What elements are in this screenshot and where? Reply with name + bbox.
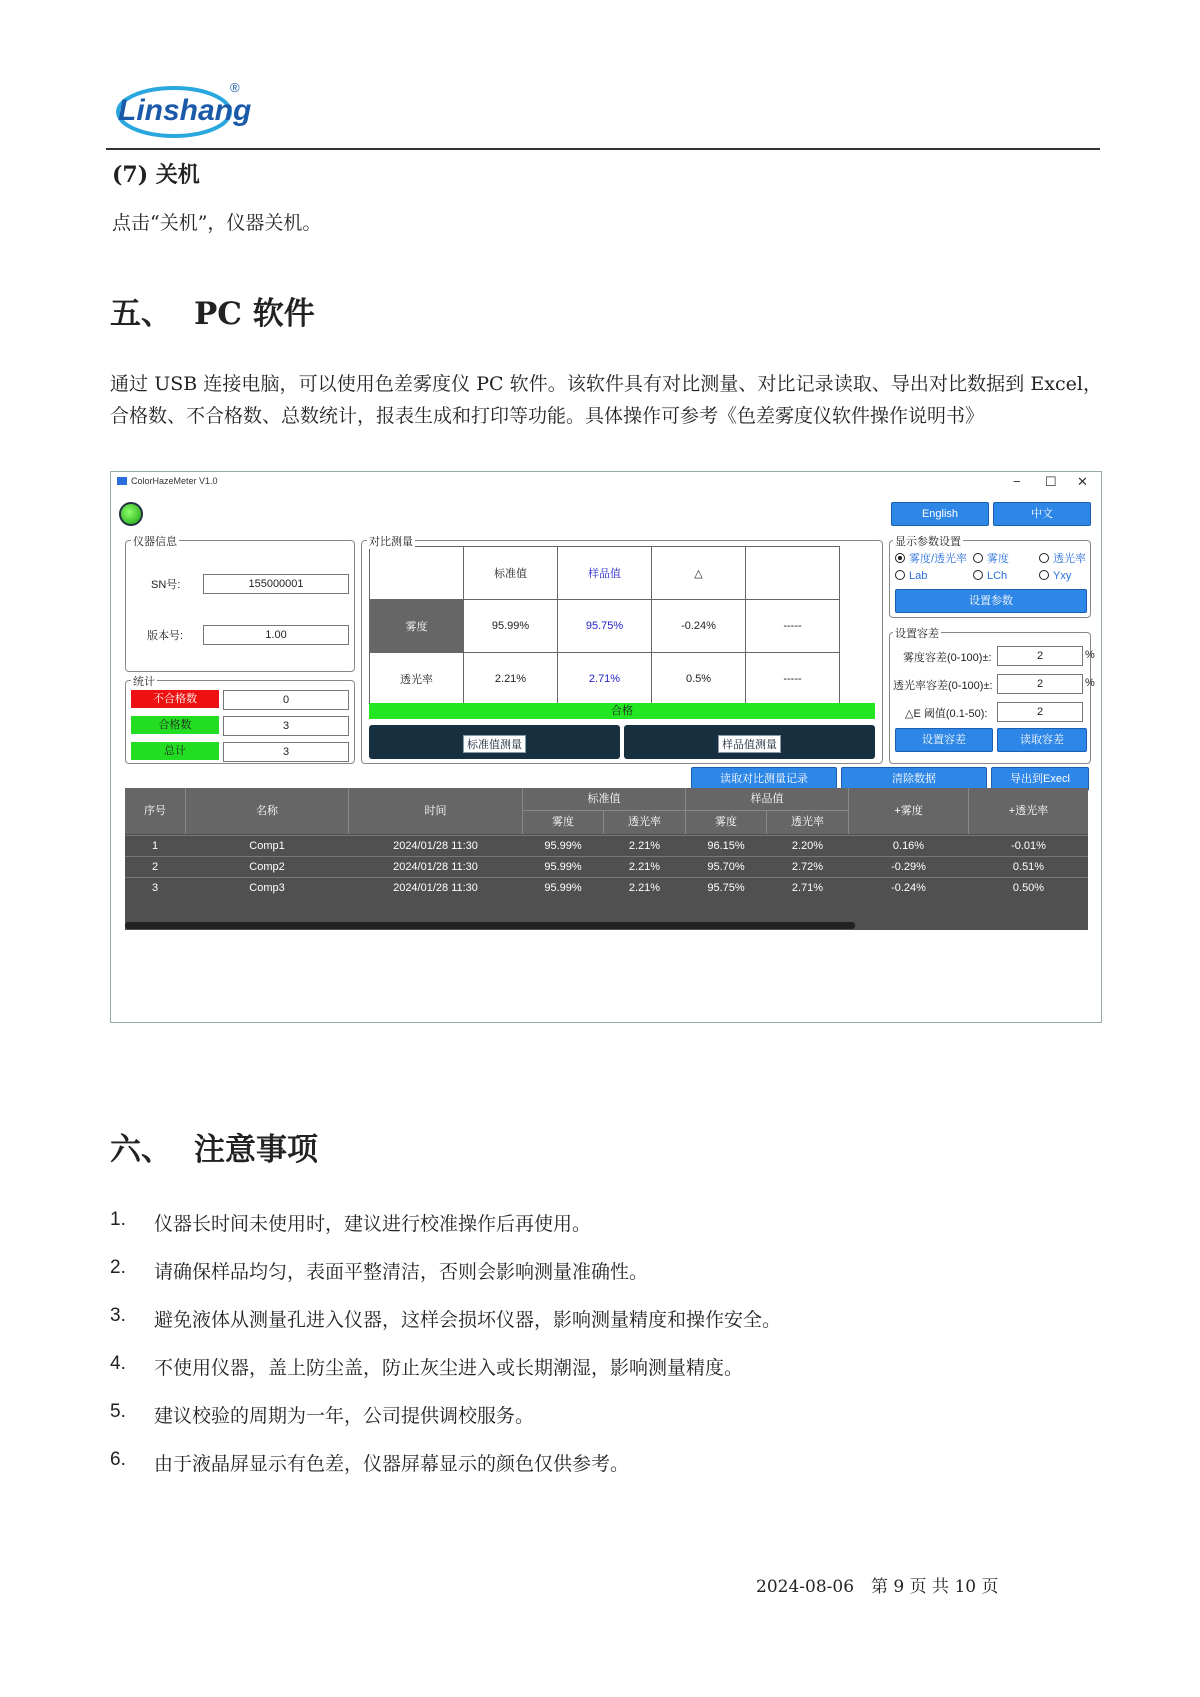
compare-header: 标准值	[464, 547, 558, 600]
cell-name: Comp2	[249, 861, 285, 873]
cell-no: 1	[151, 840, 159, 852]
compare-row-name: 雾度	[370, 600, 464, 653]
col-sample-haze[interactable]: 雾度	[686, 811, 767, 834]
cell-sample-trans: 2.72%	[791, 861, 824, 873]
haze-tol-label: 雾度容差(0-100)±:	[903, 652, 992, 664]
svg-text:Linshang: Linshang	[118, 94, 252, 127]
section-heading-notes	[110, 1124, 318, 1169]
total-count-label: 总计	[131, 742, 219, 760]
cell-std-trans: 2.21%	[628, 840, 661, 852]
set-params-button[interactable]: 设置参数	[895, 589, 1087, 613]
cell-sample-trans: 2.71%	[791, 882, 824, 894]
compare-header: △	[652, 547, 746, 600]
sample-measure-label: 样品值测量	[718, 735, 781, 753]
sn-label: SN号:	[151, 579, 181, 591]
col-std-trans[interactable]: 透光率	[604, 811, 686, 834]
clear-data-button[interactable]: 清除数据	[841, 767, 987, 791]
radio-haze-trans[interactable]: 雾度/透光率	[895, 550, 967, 566]
cell-delta-haze: -0.24%	[891, 882, 926, 894]
app-icon	[117, 477, 127, 485]
software-screenshot	[110, 471, 1102, 1023]
status-led-icon	[119, 502, 143, 526]
col-delta-trans[interactable]: +透光率	[969, 788, 1088, 834]
pc-software-paragraph: 通过 USB 连接电脑，可以使用色差雾度仪 PC 软件。该软件具有对比测量、对比记录读取、导出对比数据到 Excel，合格数、不合格数、总数统计，报表生成和打印等功能。具体操作可参考《色差雾度仪软件操作说明书》	[110, 373, 1102, 427]
col-name[interactable]: 名称	[186, 788, 349, 834]
display-settings-label: 显示参数设置	[893, 533, 963, 549]
col-std-haze[interactable]: 雾度	[523, 811, 604, 834]
de-threshold-label: △E 阈值(0.1-50):	[905, 708, 988, 720]
shutdown-text: 点击“关机”，仪器关机。	[112, 212, 322, 234]
compare-delta-value: 0.5%	[652, 653, 746, 706]
compare-delta-value: -0.24%	[652, 600, 746, 653]
horizontal-scrollbar[interactable]	[125, 922, 855, 929]
cell-name: Comp3	[249, 882, 285, 894]
compare-std-value: 95.99%	[464, 600, 558, 653]
col-group-sample: 样品值	[686, 788, 849, 811]
section-title: PC 软件	[194, 296, 315, 332]
cell-sample-haze: 95.70%	[707, 861, 745, 873]
read-tolerance-button[interactable]: 读取容差	[997, 728, 1087, 752]
col-delta-haze[interactable]: +雾度	[849, 788, 969, 834]
cell-std-haze: 95.99%	[544, 861, 582, 873]
compare-sample-value: 95.75%	[558, 600, 652, 653]
fail-count-field: 0	[223, 690, 349, 710]
fail-count-label: 不合格数	[131, 690, 219, 708]
table-row[interactable]	[125, 877, 1088, 898]
standard-measure-label: 标准值测量	[463, 735, 526, 753]
version-label: 版本号:	[147, 630, 184, 642]
list-item: 3. 避免液体从测量孔进入仪器，这样会损坏仪器，影响测量精度和操作安全。	[110, 1305, 782, 1331]
device-info-label: 仪器信息	[131, 533, 179, 549]
cell-std-trans: 2.21%	[628, 861, 661, 873]
version-field[interactable]: 1.00	[203, 625, 349, 645]
radio-lch[interactable]: LCh	[973, 570, 1007, 582]
compare-label: 对比测量	[367, 533, 415, 549]
standard-measure-button[interactable]	[369, 725, 620, 759]
window-title: ColorHazeMeter V1.0	[131, 476, 218, 486]
sn-field[interactable]: 155000001	[203, 574, 349, 594]
list-item: 2. 请确保样品均匀，表面平整清洁，否则会影响测量准确性。	[110, 1257, 649, 1283]
compare-header	[370, 547, 464, 600]
trans-tol-label: 透光率容差(0-100)±:	[893, 680, 993, 692]
section-number: 五、	[110, 296, 172, 332]
notes-list	[110, 1209, 781, 1497]
compare-sample-value: 2.71%	[558, 653, 652, 706]
linshang-logo	[112, 76, 252, 144]
cell-sample-haze: 96.15%	[707, 840, 745, 852]
cell-time: 2024/01/28 11:30	[393, 840, 478, 852]
read-records-button[interactable]: 读取对比测量记录	[691, 767, 837, 791]
cell-time: 2024/01/28 11:30	[393, 861, 478, 873]
export-excel-button[interactable]: 导出到Execl	[991, 767, 1089, 791]
tolerance-label: 设置容差	[893, 625, 941, 641]
compare-row-name: 透光率	[370, 653, 464, 706]
radio-trans[interactable]: 透光率	[1039, 550, 1086, 566]
cell-no: 3	[151, 882, 159, 894]
result-bar: 合格	[369, 703, 875, 719]
sample-measure-button[interactable]	[624, 725, 875, 759]
page-footer: 2024-08-06 第 9 页 共 10 页	[756, 1577, 999, 1597]
compare-header: 样品值	[558, 547, 652, 600]
cell-name: Comp1	[249, 840, 285, 852]
col-sample-trans[interactable]: 透光率	[767, 811, 849, 834]
list-item: 1. 仪器长时间未使用时，建议进行校准操作后再使用。	[110, 1209, 592, 1235]
compare-table	[369, 546, 840, 706]
col-time[interactable]: 时间	[349, 788, 523, 834]
section-heading-shutdown: (7) 关机	[112, 162, 200, 188]
section-title: 注意事项	[194, 1132, 318, 1168]
compare-header	[746, 547, 840, 600]
set-tolerance-button[interactable]: 设置容差	[895, 728, 993, 752]
list-item: 6. 由于液晶屏显示有色差，仪器屏幕显示的颜色仅供参考。	[110, 1449, 630, 1475]
minimize-icon[interactable]: −	[1013, 474, 1021, 489]
cell-std-trans: 2.21%	[628, 882, 661, 894]
col-no[interactable]: 序号	[125, 788, 186, 834]
radio-lab[interactable]: Lab	[895, 570, 927, 582]
trans-tol-field[interactable]: 2	[997, 674, 1083, 694]
maximize-icon[interactable]: ☐	[1045, 474, 1057, 489]
cell-delta-haze: -0.29%	[891, 861, 926, 873]
stats-label: 统计	[131, 673, 157, 689]
cell-std-haze: 95.99%	[544, 882, 582, 894]
compare-group	[361, 540, 883, 764]
cell-delta-haze: 0.16%	[892, 840, 925, 852]
list-item: 4. 不使用仪器，盖上防尘盖，防止灰尘进入或长期潮湿，影响测量精度。	[110, 1353, 744, 1379]
total-count-field: 3	[223, 742, 349, 762]
compare-extra-value: -----	[746, 653, 840, 706]
cell-std-haze: 95.99%	[544, 840, 582, 852]
english-button[interactable]: English	[891, 502, 989, 526]
compare-std-value: 2.21%	[464, 653, 558, 706]
records-table	[125, 788, 1088, 930]
section-heading-pc-software	[110, 288, 315, 333]
de-threshold-field[interactable]: 2	[997, 702, 1083, 722]
pass-count-field: 3	[223, 716, 349, 736]
cell-sample-haze: 95.75%	[707, 882, 745, 894]
cell-delta-trans: 0.51%	[1012, 861, 1045, 873]
compare-extra-value: -----	[746, 600, 840, 653]
radio-haze[interactable]: 雾度	[973, 550, 1009, 566]
col-group-std: 标准值	[523, 788, 686, 811]
haze-tol-field[interactable]: 2	[997, 646, 1083, 666]
trans-tol-unit: %	[1085, 677, 1095, 689]
haze-tol-unit: %	[1085, 649, 1095, 661]
header-rule	[106, 148, 1100, 150]
svg-text:®: ®	[230, 80, 240, 95]
radio-yxy[interactable]: Yxy	[1039, 570, 1071, 582]
cell-delta-trans: 0.50%	[1012, 882, 1045, 894]
pass-count-label: 合格数	[131, 716, 219, 734]
table-row[interactable]	[125, 835, 1088, 856]
cell-delta-trans: -0.01%	[1011, 840, 1046, 852]
section-number: 六、	[110, 1132, 172, 1168]
list-item: 5. 建议校验的周期为一年，公司提供调校服务。	[110, 1401, 535, 1427]
device-info-group	[125, 540, 355, 672]
cell-sample-trans: 2.20%	[791, 840, 824, 852]
close-icon[interactable]: ✕	[1077, 474, 1088, 489]
cell-no: 2	[151, 861, 159, 873]
table-row[interactable]	[125, 856, 1088, 877]
cell-time: 2024/01/28 11:30	[393, 882, 478, 894]
chinese-button[interactable]: 中文	[993, 502, 1091, 526]
